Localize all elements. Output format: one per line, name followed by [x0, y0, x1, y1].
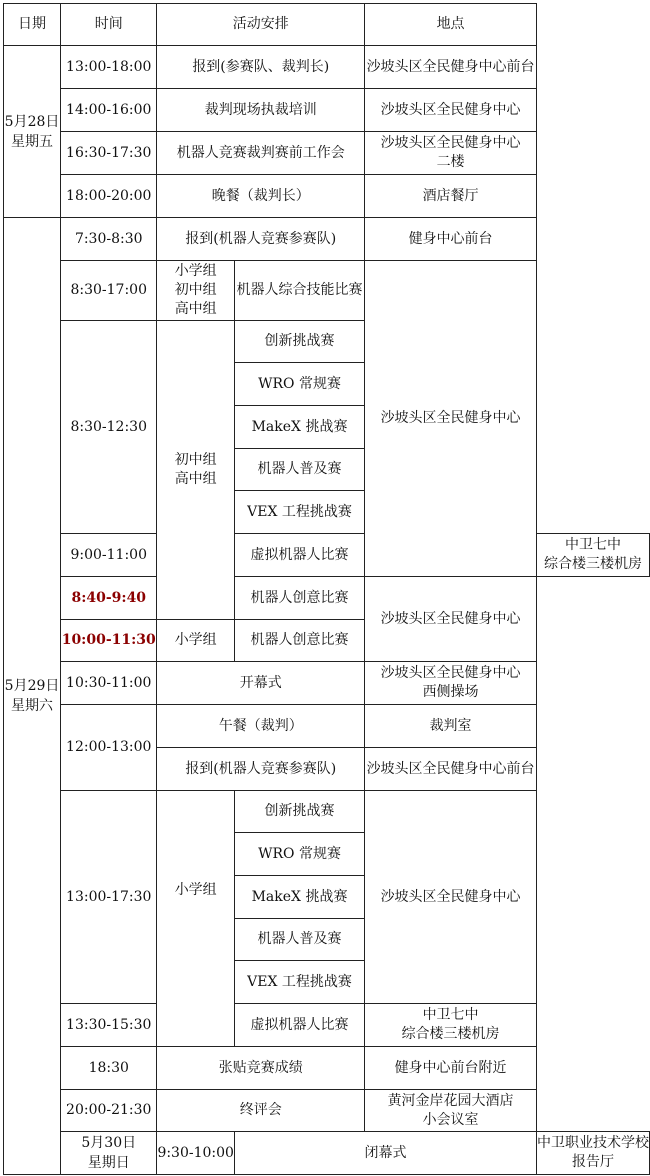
event-cell: VEX 工程挑战赛: [234, 961, 364, 1004]
activity-cell: 报到(机器人竞赛参赛队): [157, 218, 365, 261]
location-line: 黄河金岸花园大酒店: [387, 1092, 514, 1109]
group-cell: 小学组: [157, 620, 235, 662]
activity-cell: 报到(机器人竞赛参赛队): [157, 748, 365, 791]
location-cell: [365, 132, 537, 175]
event-cell: MakeX 挑战赛: [234, 876, 364, 919]
header-activity: 活动安排: [157, 4, 365, 46]
event-cell: MakeX 挑战赛: [234, 406, 364, 449]
table-row: [4, 175, 650, 218]
time-cell: 13:30-15:30: [61, 1004, 157, 1047]
table-row: [4, 89, 650, 132]
time-cell: 18:00-20:00: [61, 175, 157, 218]
time-cell: 9:00-11:00: [61, 534, 157, 577]
activity-cell: 机器人创意比赛: [234, 577, 364, 620]
table-row: [4, 261, 650, 321]
time-cell: 13:00-17:30: [61, 791, 157, 1004]
table-row: [4, 577, 650, 620]
time-cell: 16:30-17:30: [61, 132, 157, 175]
table-row: [4, 1004, 650, 1047]
table-row: [4, 705, 650, 748]
location-line: 二楼: [436, 154, 465, 170]
table-row: [4, 534, 650, 577]
date-cell-may29: [4, 218, 61, 1175]
date-label: 5月28日: [4, 113, 60, 130]
time-cell: 8:30-17:00: [61, 261, 157, 321]
activity-cell: 机器人竞赛裁判赛前工作会: [157, 132, 365, 175]
location-cell: 沙坡头区全民健身中心: [365, 791, 537, 1004]
location-cell: 沙坡头区全民健身中心: [365, 261, 537, 577]
header-location: 地点: [365, 4, 537, 46]
group-cell: [157, 791, 235, 1047]
location-cell: [537, 534, 650, 577]
location-cell: 健身中心前台: [365, 218, 537, 261]
table-row: [4, 620, 650, 662]
activity-cell: 终评会: [157, 1090, 365, 1132]
event-cell: 机器人普及赛: [234, 919, 364, 961]
table-row: [4, 218, 650, 261]
group-cell: [157, 261, 235, 321]
table-row: [4, 791, 650, 833]
date-cell-may30: [61, 1132, 157, 1175]
group-spacer: [157, 919, 234, 938]
group-line: 初中组: [174, 282, 217, 298]
location-cell: 沙坡头区全民健身中心: [365, 577, 537, 662]
event-cell: 创新挑战赛: [234, 791, 364, 833]
event-cell: WRO 常规赛: [234, 833, 364, 876]
location-cell: [365, 1004, 537, 1047]
table-row: [4, 321, 650, 363]
location-line: 报告厅: [572, 1154, 614, 1170]
group-line: 初中组: [174, 452, 217, 468]
activity-cell: 报到(参赛队、裁判长): [157, 46, 365, 89]
table-row: [4, 662, 650, 705]
time-cell: 9:30-10:00: [157, 1132, 235, 1175]
header-date: 日期: [4, 4, 61, 46]
time-cell: 12:00-13:00: [61, 705, 157, 791]
header-time: 时间: [61, 4, 157, 46]
table-row: [4, 132, 650, 175]
activity-cell: 闭幕式: [234, 1132, 536, 1175]
date-label: 5月30日: [81, 1135, 137, 1151]
table-row: [4, 1132, 650, 1175]
time-cell: 13:00-18:00: [61, 46, 157, 89]
activity-cell: 张贴竞赛成绩: [157, 1047, 365, 1090]
activity-cell: 机器人创意比赛: [234, 620, 364, 662]
weekday-label: 星期日: [87, 1155, 130, 1171]
weekday-label: 星期五: [11, 133, 54, 150]
date-label: 5月29日: [4, 678, 60, 694]
location-line: 中卫七中: [565, 537, 621, 553]
location-cell: 沙坡头区全民健身中心: [365, 89, 537, 132]
table-row: [4, 1090, 650, 1132]
location-cell: 沙坡头区全民健身中心前台: [365, 748, 537, 791]
activity-cell: 午餐（裁判）: [157, 705, 365, 748]
location-line: 西侧操场: [422, 684, 479, 700]
group-line: 高中组: [174, 471, 217, 487]
location-line: 小会议室: [422, 1111, 479, 1128]
schedule-table: [3, 3, 650, 1175]
time-cell: 7:30-8:30: [61, 218, 157, 261]
group-line: 高中组: [174, 301, 217, 317]
location-line: 综合楼三楼机房: [544, 556, 642, 572]
location-line: 沙坡头区全民健身中心: [380, 135, 521, 151]
event-cell: 创新挑战赛: [234, 321, 364, 363]
event-cell: VEX 工程挑战赛: [234, 491, 364, 534]
event-cell: WRO 常规赛: [234, 363, 364, 406]
group-spacer: [157, 938, 234, 957]
activity-cell: 虚拟机器人比赛: [234, 1004, 364, 1047]
group-cell: [157, 321, 235, 620]
group-line: 小学组: [174, 881, 217, 898]
location-cell: [537, 1132, 650, 1175]
activity-cell: 开幕式: [157, 662, 365, 705]
time-cell: 18:30: [61, 1047, 157, 1090]
time-cell: 14:00-16:00: [61, 89, 157, 132]
location-cell: 健身中心前台附近: [365, 1047, 537, 1090]
weekday-label: 星期六: [11, 698, 54, 714]
date-cell-may28: [4, 46, 61, 218]
time-cell-highlight: 8:40-9:40: [61, 577, 157, 620]
location-cell: 裁判室: [365, 705, 537, 748]
time-cell-highlight: 10:00-11:30: [61, 620, 157, 662]
time-cell: 10:30-11:00: [61, 662, 157, 705]
location-line: 中卫职业技术学校: [537, 1135, 649, 1151]
group-spacer: [157, 900, 234, 919]
time-cell: 8:30-12:30: [61, 321, 157, 534]
time-cell: 20:00-21:30: [61, 1090, 157, 1132]
location-cell: 沙坡头区全民健身中心前台: [365, 46, 537, 89]
activity-cell: 机器人综合技能比赛: [234, 261, 364, 321]
activity-cell: 晚餐（裁判长）: [157, 175, 365, 218]
activity-cell: 裁判现场执裁培训: [157, 89, 365, 132]
event-cell: 机器人普及赛: [234, 449, 364, 491]
location-cell: [365, 1090, 537, 1132]
location-line: 沙坡头区全民健身中心: [380, 665, 521, 681]
location-cell: 酒店餐厅: [365, 175, 537, 218]
location-line: 综合楼三楼机房: [401, 1026, 500, 1042]
header-row: [4, 4, 650, 46]
table-row: [4, 46, 650, 89]
location-line: 中卫七中: [422, 1007, 479, 1023]
location-cell: [365, 662, 537, 705]
group-line: 小学组: [174, 263, 217, 279]
activity-cell: 虚拟机器人比赛: [234, 534, 364, 577]
table-row: [4, 1047, 650, 1090]
